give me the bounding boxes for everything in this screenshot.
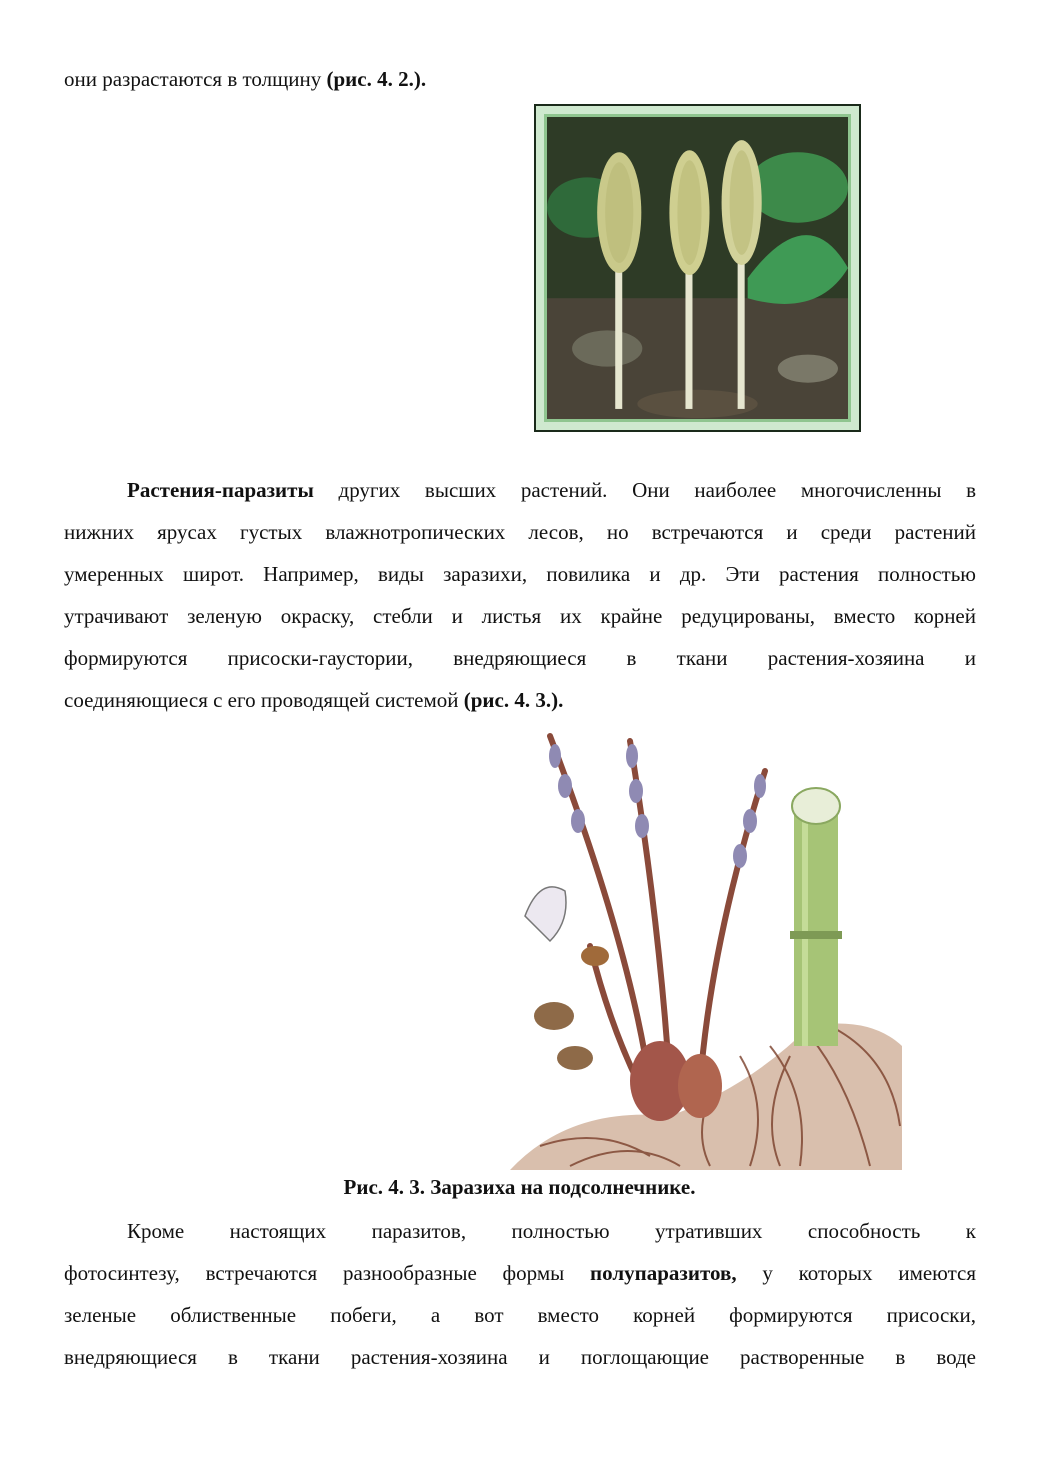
intro-text: они разрастаются в толщину bbox=[64, 67, 327, 91]
semiparasites-line-2 bbox=[64, 1260, 976, 1286]
semiparasites-line-2-start: фотосинтезу, встречаются разнообразные формы bbox=[64, 1261, 591, 1285]
parasites-line-4: утрачивают зеленую окраску, стебли и листья их крайне редуцированы, вместо корней bbox=[64, 604, 976, 628]
broomrape-sunflower-illustration bbox=[510, 726, 902, 1170]
plant-photo-image bbox=[544, 114, 851, 422]
parasites-line-3: умеренных широт. Например, виды заразихи, повилика и др. Эти растения полностью bbox=[64, 562, 976, 586]
figure-4-2-photo bbox=[534, 104, 861, 432]
orchid-photo-illustration bbox=[547, 117, 848, 419]
figure-4-3-illustration bbox=[510, 726, 902, 1170]
parasites-line-2: нижних ярусах густых влажнотропических лесов, но встречаются и среди растений bbox=[64, 520, 976, 544]
figure-ref-4-3: (рис. 4. 3.). bbox=[463, 688, 564, 712]
semiparasites-line-3: зеленые облиственные побеги, а вот вместо корней формируются присоски, bbox=[64, 1303, 976, 1327]
semiparasites-line-2-end: у которых имеются bbox=[736, 1261, 976, 1285]
term-semiparasites: полупаразитов, bbox=[590, 1261, 737, 1285]
semiparasites-line-1: Кроме настоящих паразитов, полностью утративших способность к bbox=[127, 1219, 976, 1243]
parasites-line-1 bbox=[127, 477, 976, 503]
term-parasites: Растения-паразиты bbox=[127, 478, 314, 502]
parasites-line-6-text: соединяющиеся с его проводящей системой bbox=[64, 688, 464, 712]
parasites-line-5: формируются присоски-гаустории, внедряющиеся в ткани растения-хозяина и bbox=[64, 646, 976, 670]
figure-ref-4-2: (рис. 4. 2.). bbox=[326, 67, 427, 91]
parasites-line-1-text: других высших растений. Они наиболее многочисленны в bbox=[313, 478, 976, 502]
parasites-line-6 bbox=[64, 687, 976, 713]
figure-4-3-caption: Рис. 4. 3. Заразиха на подсолнечнике. bbox=[343, 1175, 696, 1199]
semiparasites-line-4: внедряющиеся в ткани растения-хозяина и поглощающие растворенные в воде bbox=[64, 1345, 976, 1369]
intro-line bbox=[64, 66, 976, 92]
